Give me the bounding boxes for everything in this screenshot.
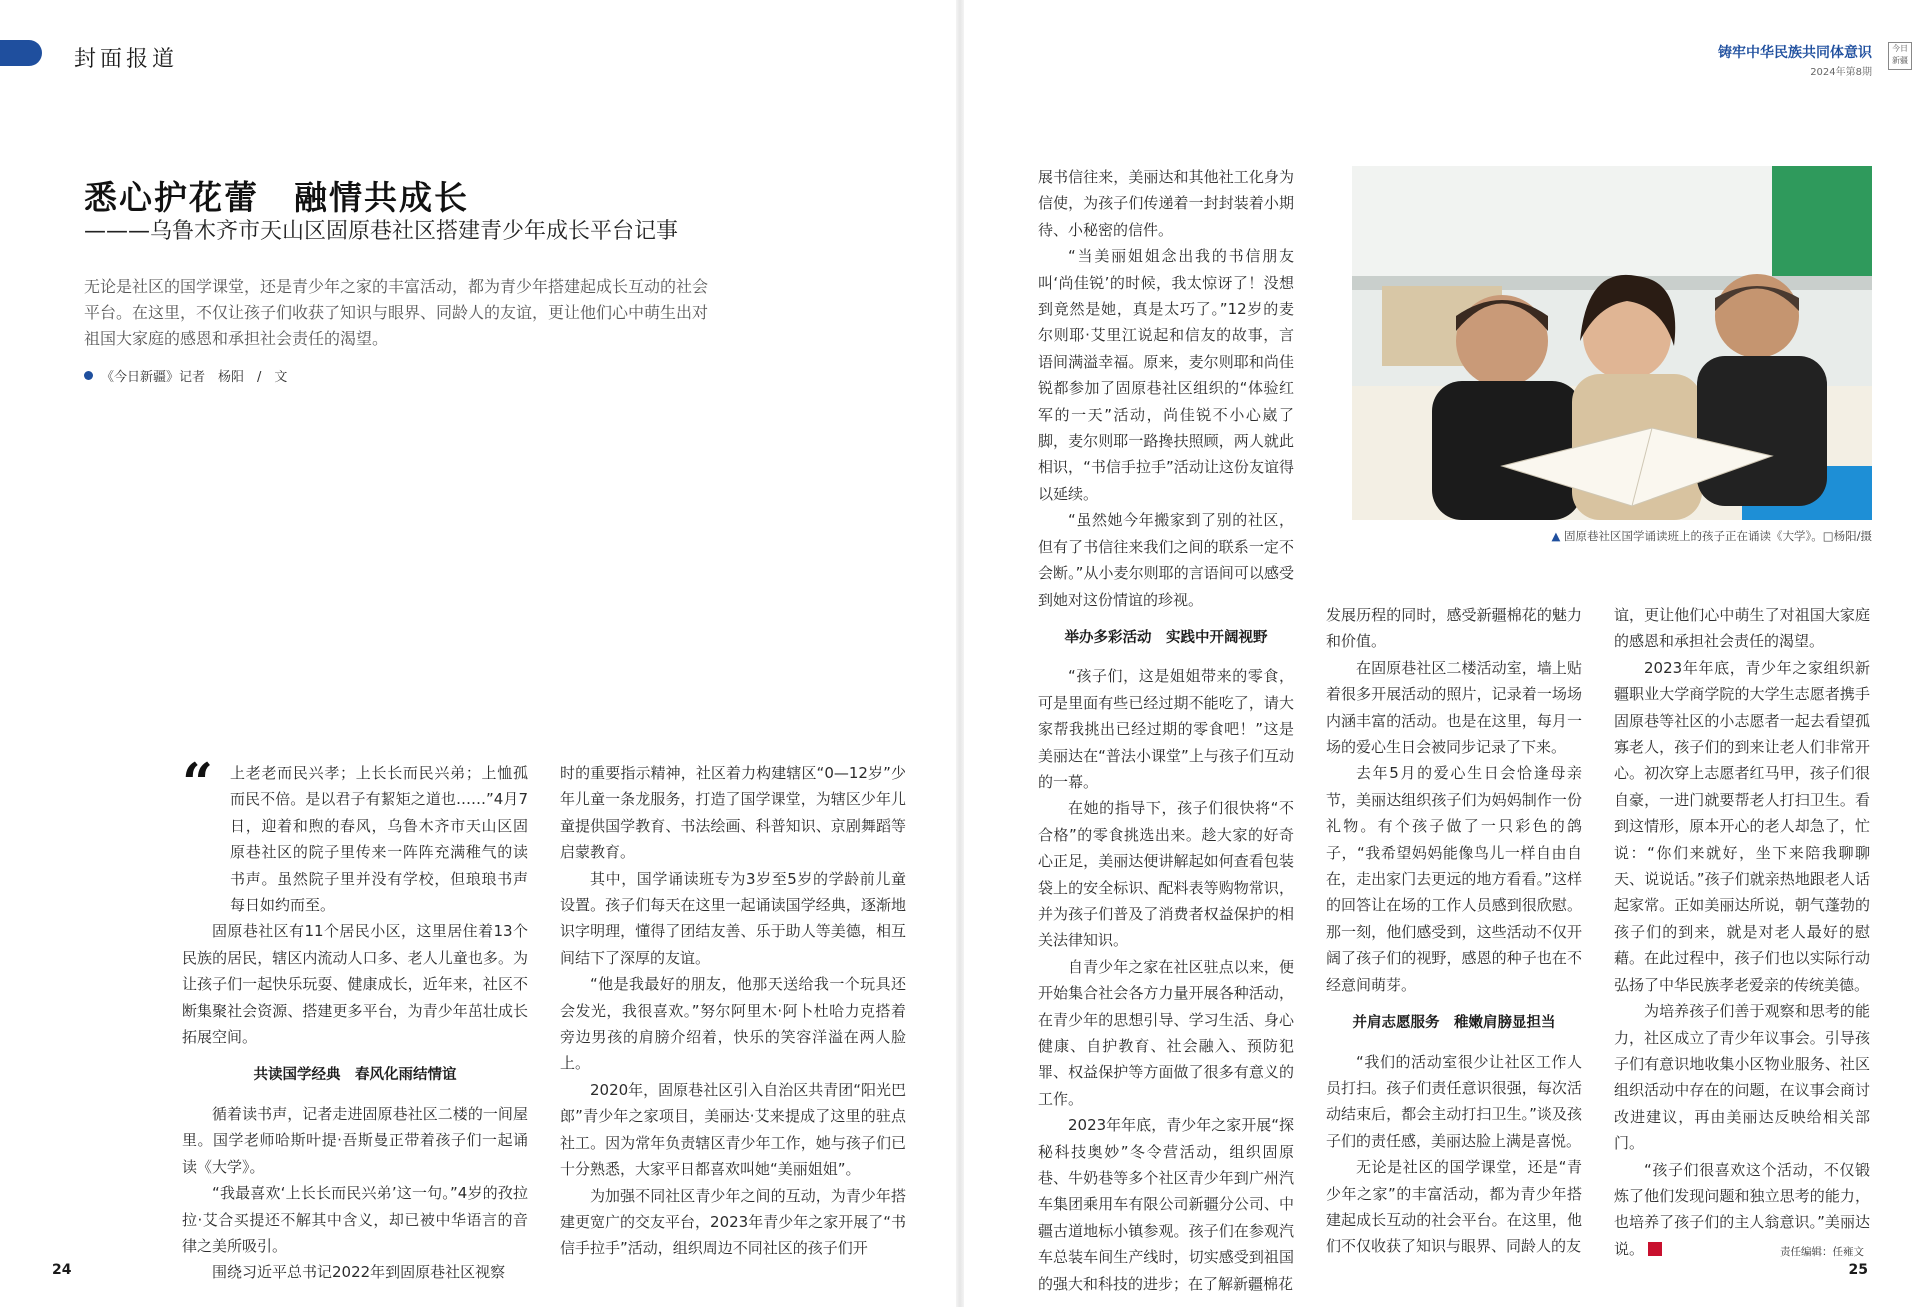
paragraph: 围绕习近平总书记2022年到固原巷社区视察 <box>212 1263 506 1282</box>
paragraph: 上老老而民兴孝；上长长而民兴弟；上恤孤而民不倍。是以君子有絜矩之道也……”4月7日，迎着和煦的春风，乌鲁木齐市天山区固原巷社区的院子里传来一阵阵充满稚气的读书声。虽然院子里并没有学校，但琅琅书声每日如约而至。 <box>230 764 528 915</box>
brand-logo: 今日新疆 <box>1888 42 1912 70</box>
paragraph: 发展历程的同时，感受新疆棉花的魅力和价值。 <box>1326 606 1582 651</box>
paragraph: 时的重要指示精神，社区着力构建辖区“0—12岁”少年儿童一条龙服务，打造了国学课堂，为辖区少年儿童提供国学教育、书法绘画、科普知识、京剧舞蹈等启蒙教育。 <box>560 764 906 862</box>
paragraph: 谊，更让他们心中萌生了对祖国大家庭的感恩和承担社会责任的渴望。 <box>1614 606 1870 651</box>
paragraph: 固原巷社区有11个居民小区，这里居住着13个民族的居民，辖区内流动人口多、老人儿童也多。为让孩子们一起快乐玩耍、健康成长，近年来，社区不断集聚社会资源、搭建更多平台，为青少年茁壮成长拓展空间。 <box>182 922 528 1047</box>
paragraph: 自青少年之家在社区驻点以来，便开始集合社会各方力量开展各种活动，在青少年的思想引导、学习生活、身心健康、自护教育、社会融入、预防犯罪、权益保护等方面做了很多有意义的工作。 <box>1038 957 1294 1108</box>
photo-caption <box>1352 528 1872 544</box>
paragraph: “当美丽姐姐念出我的书信朋友叫‘尚佳锐’的时候，我太惊讶了！没想到竟然是她，真是太巧了。”12岁的麦尔则耶·艾里江说起和信友的故事，言语间满溢幸福。原来，麦尔则耶和尚佳锐都参加了固原巷社区组织的“体验红军的一天”活动，尚佳锐不小心崴了脚，麦尔则耶一路搀扶照顾，两人就此相识，“书信手拉手”活动让这份友谊得以延续。 <box>1038 247 1294 503</box>
paragraph: 为加强不同社区青少年之间的互动，为青少年搭建更宽广的交友平台，2023年青少年之家开展了“书信手拉手”活动，组织周边不同社区的孩子们开 <box>560 1186 906 1258</box>
subheading: 并肩志愿服务 稚嫩肩膀显担当 <box>1352 1015 1556 1032</box>
series-header <box>1718 42 1872 78</box>
issue-number: 2024年第8期 <box>1810 67 1872 78</box>
paragraph: 无论是社区的国学课堂，还是“青少年之家”的丰富活动，都为青少年搭建起成长互动的社会平台。在这里，他们不仅收获了知识与眼界、同龄人的友 <box>1326 1158 1582 1256</box>
paragraph: 在她的指导下，孩子们很快将“不合格”的零食挑选出来。趁大家的好奇心正足，美丽达便讲解起如何查看包装袋上的安全标识、配料表等购物常识，并为孩子们普及了消费者权益保护的相关法律知识。 <box>1038 799 1294 950</box>
paragraph: 2023年年底，青少年之家组织新疆职业大学商学院的大学生志愿者携手固原巷等社区的小志愿者一起去看望孤寡老人，孩子们的到来让老人们非常开心。初次穿上志愿者红马甲，孩子们很自豪，一进门就要帮老人打扫卫生。看到这情形，原本开心的老人却急了，忙说：“你们来就好，坐下来陪我聊聊天、说说话。”孩子们就亲热地跟老人话起家常。正如美丽达所说，朝气蓬勃的孩子们的到来，就是对老人最好的慰藉。在此过程中，孩子们也以实际行动弘扬了中华民族孝老爱亲的传统美德。 <box>1614 658 1870 994</box>
text-column-1 <box>182 760 528 1286</box>
subheading: 举办多彩活动 实践中开阔视野 <box>1064 629 1268 646</box>
paragraph: 去年5月的爱心生日会恰逢母亲节，美丽达组织孩子们为妈妈制作一份礼物。有个孩子做了一只彩色的鸽子，“我希望妈妈能像鸟儿一样自由自在，走出家门去更远的地方看看。”这样的回答让在场的工作人员感到很欣慰。那一刻，他们感受到，这些活动不仅开阔了孩子们的视野，感恩的种子也在不经意间萌芽。 <box>1326 764 1582 994</box>
caption-triangle-icon: ▲ <box>1551 529 1561 543</box>
article-photo <box>1352 166 1872 520</box>
spread-gutter <box>956 0 964 1307</box>
paragraph: “虽然她今年搬家到了别的社区，但有了书信往来我们之间的联系一定不会断。”从小麦尔则耶的言语间可以感受到她对这份情谊的珍视。 <box>1038 511 1294 609</box>
subheading: 共读国学经典 春风化雨结情谊 <box>253 1067 457 1084</box>
photo-children-reading <box>1352 166 1872 520</box>
quote-mark-icon: “ <box>182 751 214 815</box>
paragraph: 其中，国学诵读班专为3岁至5岁的学龄前儿童设置。孩子们每天在这里一起诵读国学经典，逐渐地识字明理，懂得了团结友善、乐于助人等美德，相互间结下了深厚的友谊。 <box>560 869 906 967</box>
article-subtitle: ———乌鲁木齐市天山区固原巷社区搭建青少年成长平台记事 <box>84 219 679 244</box>
paragraph: “他是我最好的朋友，他那天送给我一个玩具还会发光，我很喜欢。”努尔阿里木·阿卜杜哈力克搭着旁边男孩的肩膀介绍着，快乐的笑容洋溢在两人脸上。 <box>560 975 906 1073</box>
paragraph: 循着读书声，记者走进固原巷社区二楼的一间屋里。国学老师哈斯叶提·吾斯曼正带着孩子们一起诵读《大学》。 <box>182 1104 528 1176</box>
paragraph: 为培养孩子们善于观察和思考的能力，社区成立了青少年议事会。引导孩子们有意识地收集小区物业服务、社区组织活动中存在的问题，在议事会商讨改进建议，再由美丽达反映给相关部门。 <box>1614 1002 1870 1153</box>
page-number-right: 25 <box>1848 1262 1868 1278</box>
paragraph: “我最喜欢‘上长长而民兴弟’这一句。”4岁的孜拉拉·艾合买提还不解其中含义，却已被中华语言的音律之美所吸引。 <box>182 1184 528 1255</box>
page-number-left: 24 <box>52 1262 72 1278</box>
byline <box>84 366 287 385</box>
paragraph: “我们的活动室很少让社区工作人员打扫。孩子们责任意识很强，每次活动结束后，都会主动打扫卫生。”谈及孩子们的责任感，美丽达脸上满是喜悦。 <box>1326 1052 1582 1150</box>
series-title: 铸牢中华民族共同体意识 <box>1718 45 1872 61</box>
section-label: 封面报道 <box>74 47 179 72</box>
text-column-4 <box>1326 602 1582 1260</box>
section-tab-marker <box>0 40 42 66</box>
byline-text: 《今日新疆》记者 杨阳 / 文 <box>101 370 288 385</box>
text-column-3 <box>1038 164 1294 1297</box>
editor-credit: 责任编辑：任雍文 <box>1780 1246 1864 1258</box>
paragraph: “孩子们，这是姐姐带来的零食，可是里面有些已经过期不能吃了，请大家帮我挑出已经过期的零食吧！”这是美丽达在“普法小课堂”上与孩子们互动的一幕。 <box>1038 667 1294 791</box>
byline-dot-icon <box>84 371 93 380</box>
text-column-2 <box>560 760 906 1262</box>
article-title: 悉心护花蕾 融情共成长 <box>84 178 469 217</box>
end-mark-icon <box>1648 1242 1662 1256</box>
paragraph: 2023年年底，青少年之家开展“探秘科技奥妙”冬令营活动，组织固原巷、牛奶巷等多个社区青少年到广州汽车集团乘用车有限公司新疆分公司、中疆古道地标小镇参观。孩子们在参观汽车总装车间生产线时，切实感受到祖国的强大和科技的进步；在了解新疆棉花 <box>1038 1116 1294 1293</box>
paragraph: 展书信往来，美丽达和其他社工化身为信使，为孩子们传递着一封封装着小期待、小秘密的信件。 <box>1038 168 1294 239</box>
closing-paragraph: “孩子们很喜欢这个活动，不仅锻炼了他们发现问题和独立思考的能力，也培养了孩子们的主人翁意识。”美丽达说。 <box>1614 1160 1870 1258</box>
text-column-5 <box>1614 602 1870 1262</box>
photo-caption-text: 固原巷社区国学诵读班上的孩子正在诵读《大学》。□杨阳/摄 <box>1564 529 1872 543</box>
paragraph: 2020年，固原巷社区引入自治区共青团“阳光巴郎”青少年之家项目，美丽达·艾来提成了这里的驻点社工。因为常年负责辖区青少年工作，她与孩子们已十分熟悉，大家平日都喜欢叫她“美丽姐姐”。 <box>560 1080 906 1179</box>
paragraph: 在固原巷社区二楼活动室，墙上贴着很多开展活动的照片，记录着一场场内涵丰富的活动。也是在这里，每月一场的爱心生日会被同步记录了下来。 <box>1326 658 1582 757</box>
article-lead: 无论是社区的国学课堂，还是青少年之家的丰富活动，都为青少年搭建起成长互动的社会平台。在这里，不仅让孩子们收获了知识与眼界、同龄人的友谊，更让他们心中萌生出对祖国大家庭的感恩和承担社会责任的渴望。 <box>84 277 709 348</box>
